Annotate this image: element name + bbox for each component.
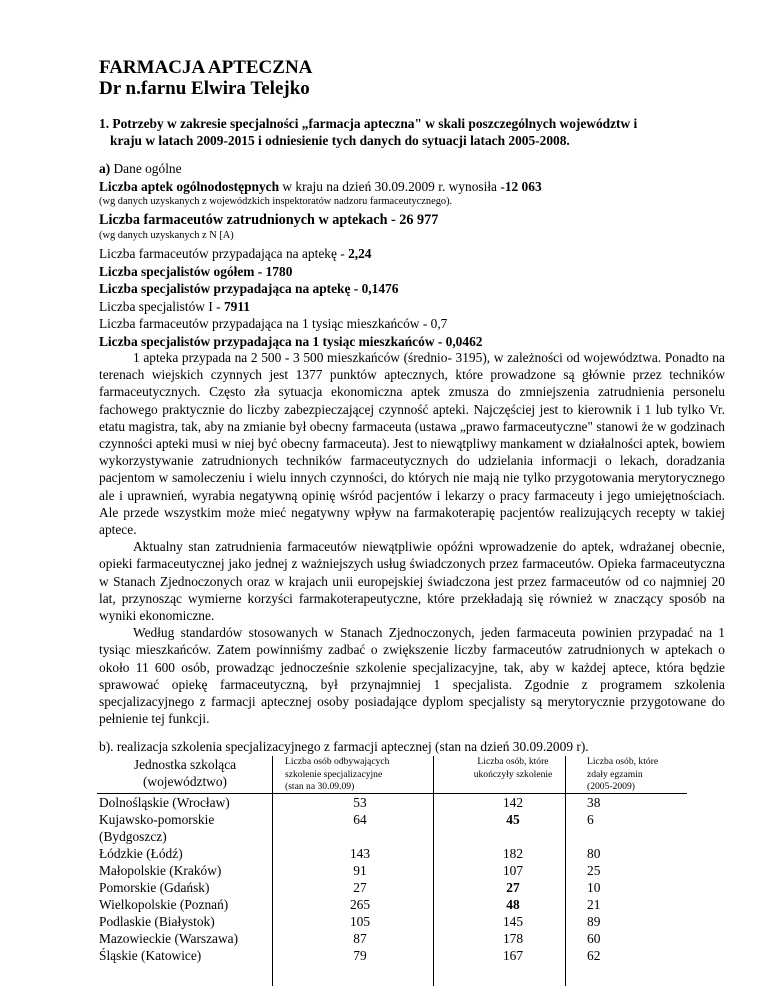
header-unit (97, 756, 273, 794)
row-completed-value: 167 (502, 947, 524, 963)
row-passed-exam (579, 896, 709, 913)
row-passed-exam-value: 60 (587, 930, 601, 946)
row-in-training (273, 879, 447, 896)
table-header-divider (97, 793, 687, 794)
row-completed (447, 862, 579, 879)
row-unit-name (97, 930, 273, 947)
header-in-training (273, 756, 447, 794)
row-unit-name-line-1: Dolnośląskie (Wrocław) (99, 794, 230, 810)
pharmacists-employed-text: Liczba farmaceutów zatrudnionych w aptekach - 26 977 (99, 212, 439, 228)
table-caption: b). realizacja szkolenia specjalizacyjnego z farmacji aptecznej (stan na dzień 30.09.2009 r). (99, 739, 589, 754)
row-completed-value: 178 (502, 930, 524, 946)
paragraph-3: Według standardów stosowanych w Stanach Zjednoczonych, jeden farmaceuta powinien przypadać na 1 tysiąc mieszkańców. Zatem powinniśmy zadbać o zwiększenie liczby farmaceutów zatrudnionych w aptekach o około 11 600 osób, prowadząc jednocześnie szkolenie specjalizacyjne, tak, aby w każdej aptece, która będzie sprawować opiekę farmaceutyczną, był przynajmniej 1 specjalista. Zgodnie z programem szkolenia specjalizacyjnego z farmacji aptecznej osoby posiadające dyplom specjalisty są merytorycznie przygotowane do pełnienie tej funkcji. (99, 625, 725, 727)
row-in-training (273, 845, 447, 862)
row-passed-exam (579, 930, 709, 947)
table-row (97, 913, 709, 930)
header-passed-exam (579, 756, 709, 794)
specialists-total-text: Liczba specjalistów ogółem - 1780 (99, 263, 293, 279)
row-passed-exam-value: 21 (587, 896, 601, 912)
row-in-training (273, 896, 447, 913)
row-unit-name-line-1: Pomorskie (Gdańsk) (99, 879, 210, 895)
row-completed-value: 27 (506, 879, 520, 895)
specialists-first-degree-label: Liczba specjalistów I - (99, 298, 224, 314)
row-unit-name-line-1: Wielkopolskie (Poznań) (99, 896, 229, 912)
row-in-training-value: 91 (353, 862, 367, 878)
row-in-training (273, 930, 447, 947)
row-unit-name (97, 794, 273, 811)
row-unit-name (97, 947, 273, 964)
header-completed-line-2: ukończyły szkolenie (473, 768, 553, 780)
row-completed-value: 45 (506, 811, 520, 827)
row-completed-value: 142 (502, 794, 524, 810)
specialists-total-line (99, 263, 739, 281)
general-label: a) (99, 161, 111, 176)
row-in-training-value: 265 (349, 896, 371, 912)
row-in-training (273, 862, 447, 879)
pharmacies-count-line (99, 178, 739, 196)
pharmacies-count-text: w kraju na dzień 30.09.2009 r. wynosiła - (279, 178, 505, 194)
table-column-divider (565, 756, 566, 986)
pharmacists-per-pharmacy-label: Liczba farmaceutów przypadająca na aptekę - (99, 246, 349, 261)
row-in-training-value: 79 (353, 947, 367, 963)
specialists-per-pharmacy-line (99, 280, 739, 298)
general-data-block (99, 160, 739, 350)
pharmacists-per-thousand-line: Liczba farmaceutów przypadająca na 1 tysiąc mieszkańców - 0,7 (99, 316, 448, 331)
specialists-per-thousand-line (99, 333, 739, 351)
row-in-training (273, 811, 447, 845)
general-heading (99, 160, 739, 178)
row-completed (447, 947, 579, 964)
table-row (97, 896, 709, 913)
header-unit-line-2: (województwo) (142, 774, 228, 789)
row-in-training-value: 27 (353, 879, 367, 895)
pharmacists-employed-line (99, 211, 739, 229)
pharmacists-per-pharmacy-line (99, 245, 739, 263)
table-row (97, 811, 709, 845)
header-completed (447, 756, 579, 794)
row-passed-exam-value: 62 (587, 947, 601, 963)
table-row (97, 862, 709, 879)
row-unit-name (97, 862, 273, 879)
table-column-divider (272, 756, 273, 986)
row-completed (447, 930, 579, 947)
header-completed-line-1: Liczba osób, które (477, 756, 549, 767)
pharmacists-per-pharmacy-value: 2,24 (348, 246, 372, 261)
row-passed-exam (579, 913, 709, 930)
header-passed-exam-line-2: zdały egzamin (587, 768, 643, 780)
row-unit-name-line-1: Łódzkie (Łódź) (99, 845, 183, 861)
header-in-training-line-1: Liczba osób odbywających (285, 756, 390, 767)
row-unit-name (97, 811, 273, 845)
row-unit-name-line-1: Podlaskie (Białystok) (99, 913, 215, 929)
row-completed (447, 879, 579, 896)
row-completed (447, 794, 579, 811)
table-header-row (97, 756, 709, 794)
header-in-training-line-2: szkolenie specjalizacyjne (285, 768, 383, 780)
header-unit-line-1: Jednostka szkoląca (133, 757, 237, 772)
table-row (97, 879, 709, 896)
section-1-heading (99, 115, 729, 149)
row-completed (447, 811, 579, 845)
row-completed (447, 913, 579, 930)
row-in-training-value: 64 (353, 811, 367, 827)
row-passed-exam (579, 862, 709, 879)
row-completed-value: 145 (502, 913, 524, 929)
row-passed-exam-value: 25 (587, 862, 601, 878)
header-in-training-line-3: (stan na 30.09.09) (285, 781, 355, 792)
row-in-training-value: 105 (349, 913, 371, 929)
row-unit-name-line-1: Mazowieckie (Warszawa) (99, 930, 239, 946)
row-passed-exam (579, 845, 709, 862)
row-in-training-value: 87 (353, 930, 367, 946)
paragraph-1: 1 apteka przypada na 2 500 - 3 500 mieszkańców (średnio- 3195), w zależności od województwa. Ponadto na terenach wiejskich czynnych jest 1377 punktów aptecznych, które prowadzone są głównie przez techników farmaceutycznych. Często zła sytuacja ekonomiczna aptek zmusza do zmniejszenia zatrudnienia personelu fachowego praktycznie do liczby zabezpieczającej czynność apteki. Najczęściej jest to kierownik i 1 lub tylko Vr. etatu magistra, tak, aby na zmianie był obecny farmaceuta (ustawa „prawo farmaceutyczne" stanowi że w godzinach czynności apteki musi w niej być obecny farmaceuta). Jest to niewątpliwy mankament w działalności aptek, bowiem wykorzystywanie zatrudnionych techników farmaceutycznych do udzielania informacji o lekach, doradzania pacjentom w samoleczeniu i wielu innych czynności, do których nie mają nie tylko przygotowania merytorycznego ale i uprawnień, wyrabia negatywną opinię wśród pacjentów i lekarzy o pracy farmaceuty i jego umiejętnościach. Ale przede wszystkim może mieć negatywny wpływ na farmakoterapię pacjentów realizujących recepty w takiej aptece. (99, 350, 725, 538)
row-passed-exam (579, 947, 709, 964)
paragraph-2: Aktualny stan zatrudnienia farmaceutów niewątpliwie opóźni wprowadzenie do aptek, wdrażanej obecnie, opieki farmaceutycznej jako jednej z ważniejszych usług świadczonych przez farmaceutów. Opieka farmaceutyczna w Stanach Zjednoczonych oraz w krajach unii europejskiej świadczona jest przez farmaceutów od co najmniej 20 lat, przynosząc wymierne korzyści farmakoterapeutyczne, które przekładają się również w znaczący sposób na wyniki ekonomiczne. (99, 539, 725, 624)
row-completed (447, 896, 579, 913)
row-unit-name (97, 845, 273, 862)
row-in-training (273, 794, 447, 811)
row-passed-exam-value: 6 (587, 811, 594, 827)
pharmacies-count-value: 12 063 (504, 178, 542, 194)
document-author: Dr n.farnu Elwira Telejko (99, 78, 310, 99)
row-unit-name (97, 896, 273, 913)
section-1-line-2: kraju w latach 2009-2015 i odniesienie tych danych do sytuacji latach 2005-2008. (110, 133, 570, 148)
table-column-divider (433, 756, 434, 986)
pharmacies-count-label: Liczba aptek ogólnodostępnych (99, 178, 280, 194)
table-row (97, 930, 709, 947)
row-passed-exam (579, 879, 709, 896)
row-unit-name-line-1: Śląskie (Katowice) (99, 947, 202, 963)
row-completed-value: 182 (502, 845, 524, 861)
training-table (97, 756, 709, 964)
row-unit-name (97, 879, 273, 896)
general-heading-text: Dane ogólne (110, 161, 182, 176)
header-passed-exam-line-1: Liczba osób, które (587, 756, 659, 767)
row-passed-exam (579, 794, 709, 811)
pharmacists-source-note: (wg danych uzyskanych z N [A) (99, 230, 234, 241)
row-passed-exam-value: 80 (587, 845, 601, 861)
row-unit-name-line-1: Kujawsko-pomorskie (99, 811, 215, 827)
row-completed (447, 845, 579, 862)
row-passed-exam-value: 89 (587, 913, 601, 929)
table-row (97, 845, 709, 862)
row-passed-exam (579, 811, 709, 845)
table-body (97, 794, 709, 964)
row-completed-value: 107 (502, 862, 524, 878)
body-text (99, 349, 725, 727)
document-title: FARMACJA APTECZNA (99, 57, 313, 78)
row-passed-exam-value: 38 (587, 794, 601, 810)
row-in-training (273, 947, 447, 964)
specialists-per-thousand-text: Liczba specjalistów przypadająca na 1 tysiąc mieszkańców - 0,0462 (99, 333, 483, 349)
header-passed-exam-line-3: (2005-2009) (587, 781, 635, 792)
pharmacies-source-note: (wg danych uzyskanych z wojewódzkich inspektoratów nadzoru farmaceutycznego). (99, 196, 453, 207)
specialists-first-degree-value: 7911 (223, 298, 250, 314)
table-row (97, 947, 709, 964)
table-row (97, 794, 709, 811)
row-unit-name (97, 913, 273, 930)
row-completed-value: 48 (506, 896, 520, 912)
row-in-training-value: 143 (349, 845, 371, 861)
specialists-per-pharmacy-text: Liczba specjalistów przypadająca na aptekę - 0,1476 (99, 281, 399, 296)
row-unit-name-line-2: (Bydgoszcz) (99, 828, 167, 844)
row-in-training (273, 913, 447, 930)
specialists-first-degree-line (99, 298, 739, 316)
row-unit-name-line-1: Małopolskie (Kraków) (99, 862, 222, 878)
section-1-line-1: 1. Potrzeby w zakresie specjalności „farmacja apteczna" w skali poszczególnych województw i (99, 116, 638, 131)
row-in-training-value: 53 (353, 794, 367, 810)
row-passed-exam-value: 10 (587, 879, 601, 895)
